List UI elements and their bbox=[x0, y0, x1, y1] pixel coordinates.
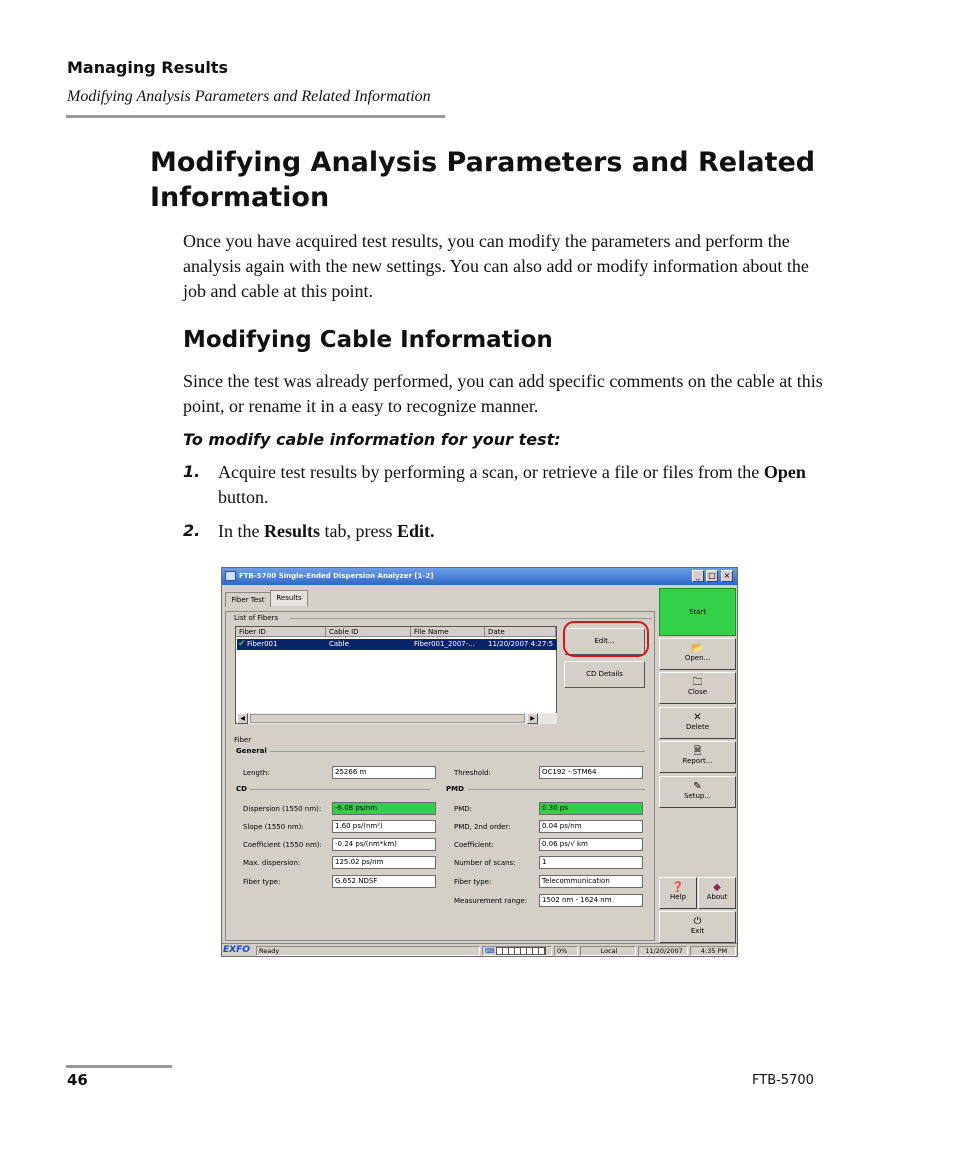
running-header-section: Managing Results bbox=[67, 58, 228, 77]
column-header-date[interactable]: Date bbox=[485, 627, 556, 637]
slope-label: Slope (1550 nm): bbox=[243, 823, 304, 831]
delete-button-label: Delete bbox=[686, 723, 709, 731]
status-bar bbox=[222, 943, 737, 957]
status-mode: Local bbox=[580, 946, 636, 956]
cell-cable-id: Cable bbox=[329, 640, 349, 648]
max-dispersion-field[interactable]: 125.02 ps/nm bbox=[332, 856, 436, 869]
open-button-label: Open... bbox=[684, 654, 711, 662]
general-label: General bbox=[236, 747, 267, 755]
cd-coefficient-field[interactable]: -0.24 ps/(nm*km) bbox=[332, 838, 436, 851]
column-header-fiber-id[interactable]: Fiber ID bbox=[236, 627, 326, 637]
horizontal-scrollbar[interactable] bbox=[237, 713, 557, 724]
exfo-logo: EXFO bbox=[223, 945, 250, 955]
pmd-label: PMD bbox=[446, 785, 464, 793]
max-dispersion-label: Max. dispersion: bbox=[243, 859, 301, 867]
cd-coefficient-label: Coefficient (1550 nm): bbox=[243, 841, 322, 849]
setup-button[interactable] bbox=[659, 776, 736, 808]
step-2-bold-results: Results bbox=[263, 521, 320, 541]
scroll-thumb[interactable] bbox=[250, 714, 525, 723]
exit-button[interactable] bbox=[659, 911, 736, 943]
close-window-button[interactable]: × bbox=[721, 570, 733, 582]
column-header-cable-id[interactable]: Cable ID bbox=[326, 627, 411, 637]
status-progress-box bbox=[482, 946, 552, 956]
about-button[interactable] bbox=[698, 877, 736, 909]
close-button-label: Close bbox=[687, 688, 708, 696]
pmd-2nd-order-label: PMD, 2nd order: bbox=[454, 823, 511, 831]
status-percent: 0% bbox=[554, 946, 578, 956]
procedure-title: To modify cable information for your test: bbox=[183, 430, 561, 449]
folder-open-icon: 📂 bbox=[691, 643, 704, 654]
setup-icon: ✎ bbox=[693, 781, 702, 792]
power-icon: ⏻ bbox=[693, 916, 702, 927]
maximize-button[interactable]: □ bbox=[706, 570, 718, 582]
help-button-label: Help bbox=[670, 893, 686, 901]
running-header-subsection: Modifying Analysis Parameters and Related Information bbox=[67, 88, 431, 105]
tab-fiber-test[interactable]: Fiber Test bbox=[225, 592, 271, 607]
fiber-list[interactable] bbox=[235, 626, 557, 724]
threshold-field[interactable]: OC192 - STM64 bbox=[539, 766, 643, 779]
report-button[interactable] bbox=[659, 741, 736, 773]
progress-bar bbox=[496, 947, 546, 955]
length-label: Length: bbox=[243, 769, 270, 777]
dispersion-field[interactable]: -6.08 ps/nm bbox=[332, 802, 436, 815]
group-divider bbox=[290, 618, 652, 619]
minimize-button[interactable]: _ bbox=[692, 570, 704, 582]
pmd-fiber-type-label: Fiber type: bbox=[454, 878, 492, 886]
folder-close-icon: 🗀 bbox=[692, 677, 703, 688]
cd-details-button[interactable]: CD Details bbox=[564, 661, 645, 688]
status-date: 11/20/2007 bbox=[638, 946, 688, 956]
step-2-text bbox=[218, 519, 828, 544]
page-number: 46 bbox=[67, 1071, 88, 1089]
help-icon: ❓ bbox=[671, 882, 685, 893]
status-time: 4:35 PM bbox=[690, 946, 736, 956]
step-1-text bbox=[218, 460, 828, 510]
pmd-2nd-order-field[interactable]: 0.04 ps/nm bbox=[539, 820, 643, 833]
setup-button-label: Setup... bbox=[683, 792, 712, 800]
delete-x-icon: ✕ bbox=[693, 712, 702, 723]
scroll-right-icon[interactable]: ▶ bbox=[527, 713, 538, 724]
threshold-label: Threshold: bbox=[454, 769, 491, 777]
open-button[interactable] bbox=[659, 638, 736, 670]
keyboard-icon: ⌨ bbox=[485, 947, 495, 955]
intro-paragraph: Once you have acquired test results, you can modify the parameters and perform the analysis again with the new settings. You can also add or modify information about the job and cable at this point. bbox=[183, 231, 809, 301]
cell-date: 11/20/2007 4:27:5 bbox=[488, 640, 554, 648]
cell-fiber-id: Fiber001 bbox=[247, 640, 278, 648]
delete-button[interactable] bbox=[659, 707, 736, 739]
cd-fiber-type-field[interactable]: G.652 NDSF bbox=[332, 875, 436, 888]
cd-fiber-type-label: Fiber type: bbox=[243, 878, 281, 886]
step-1-text-pre: Acquire test results by performing a scan, or retrieve a file or files from the bbox=[218, 462, 764, 482]
step-2-text-pre: In the bbox=[218, 521, 264, 541]
slope-field[interactable]: 1.60 ps/(nm²) bbox=[332, 820, 436, 833]
cd-label: CD bbox=[236, 785, 247, 793]
about-button-label: About bbox=[706, 893, 728, 901]
measurement-range-label: Measurement range: bbox=[454, 897, 527, 905]
status-ready: Ready bbox=[256, 946, 480, 956]
title-bar[interactable] bbox=[222, 568, 737, 585]
app-icon bbox=[225, 571, 236, 581]
header-rule bbox=[66, 115, 445, 118]
pmd-coefficient-label: Coefficient: bbox=[454, 841, 494, 849]
table-row[interactable] bbox=[237, 639, 557, 650]
help-button[interactable] bbox=[659, 877, 697, 909]
checkmark-icon: ✔ bbox=[238, 639, 246, 649]
product-name: FTB-5700 bbox=[752, 1073, 814, 1088]
scroll-left-icon[interactable]: ◀ bbox=[237, 713, 248, 724]
app-window bbox=[221, 567, 738, 957]
report-button-label: Report... bbox=[682, 757, 713, 765]
number-of-scans-field[interactable]: 1 bbox=[539, 856, 643, 869]
step-1-bold: Open bbox=[763, 462, 806, 482]
close-button[interactable] bbox=[659, 672, 736, 704]
window-title: FTB-5700 Single-Ended Dispersion Analyzer [1-2] bbox=[239, 572, 434, 580]
pmd-divider bbox=[468, 789, 645, 790]
report-icon: 🗎 bbox=[693, 746, 702, 757]
measurement-range-field[interactable]: 1502 nm - 1624 nm bbox=[539, 894, 643, 907]
start-button[interactable]: Start bbox=[659, 588, 736, 636]
pmd-value-field[interactable]: 0.30 ps bbox=[539, 802, 643, 815]
step-1-text-post: button. bbox=[218, 487, 269, 507]
length-field[interactable]: 25266 m bbox=[332, 766, 436, 779]
list-of-fibers-label: List of Fibers bbox=[234, 614, 279, 622]
book-icon: ◆ bbox=[713, 882, 721, 893]
page-title: Modifying Analysis Parameters and Related Information bbox=[150, 147, 816, 213]
pmd-coefficient-field[interactable]: 0.06 ps/√ km bbox=[539, 838, 643, 851]
section-paragraph: Since the test was already performed, you can add specific comments on the cable at this point, or rename it in a easy to recognize manner. bbox=[183, 371, 823, 416]
highlight-circle bbox=[563, 621, 649, 657]
cell-file-name: Fiber001_2007-... bbox=[414, 640, 475, 648]
step-2-bold-edit: Edit. bbox=[396, 521, 435, 541]
fiber-group-label: Fiber bbox=[234, 736, 252, 744]
general-divider bbox=[270, 751, 645, 752]
column-header-file-name[interactable]: File Name bbox=[411, 627, 485, 637]
cd-divider bbox=[250, 789, 430, 790]
number-of-scans-label: Number of scans: bbox=[454, 859, 516, 867]
footer-rule bbox=[66, 1065, 172, 1068]
pmd-fiber-type-field[interactable]: Telecommunication bbox=[539, 875, 643, 888]
tab-results[interactable]: Results bbox=[270, 590, 308, 606]
step-2-text-mid: tab, press bbox=[320, 521, 397, 541]
step-2-number: 2. bbox=[183, 521, 201, 540]
step-1-number: 1. bbox=[183, 462, 201, 481]
dispersion-label: Dispersion (1550 nm): bbox=[243, 805, 322, 813]
section-heading: Modifying Cable Information bbox=[183, 327, 553, 353]
exit-button-label: Exit bbox=[690, 927, 705, 935]
edit-button[interactable]: Edit... bbox=[564, 628, 645, 655]
pmd-value-label: PMD: bbox=[454, 805, 473, 813]
